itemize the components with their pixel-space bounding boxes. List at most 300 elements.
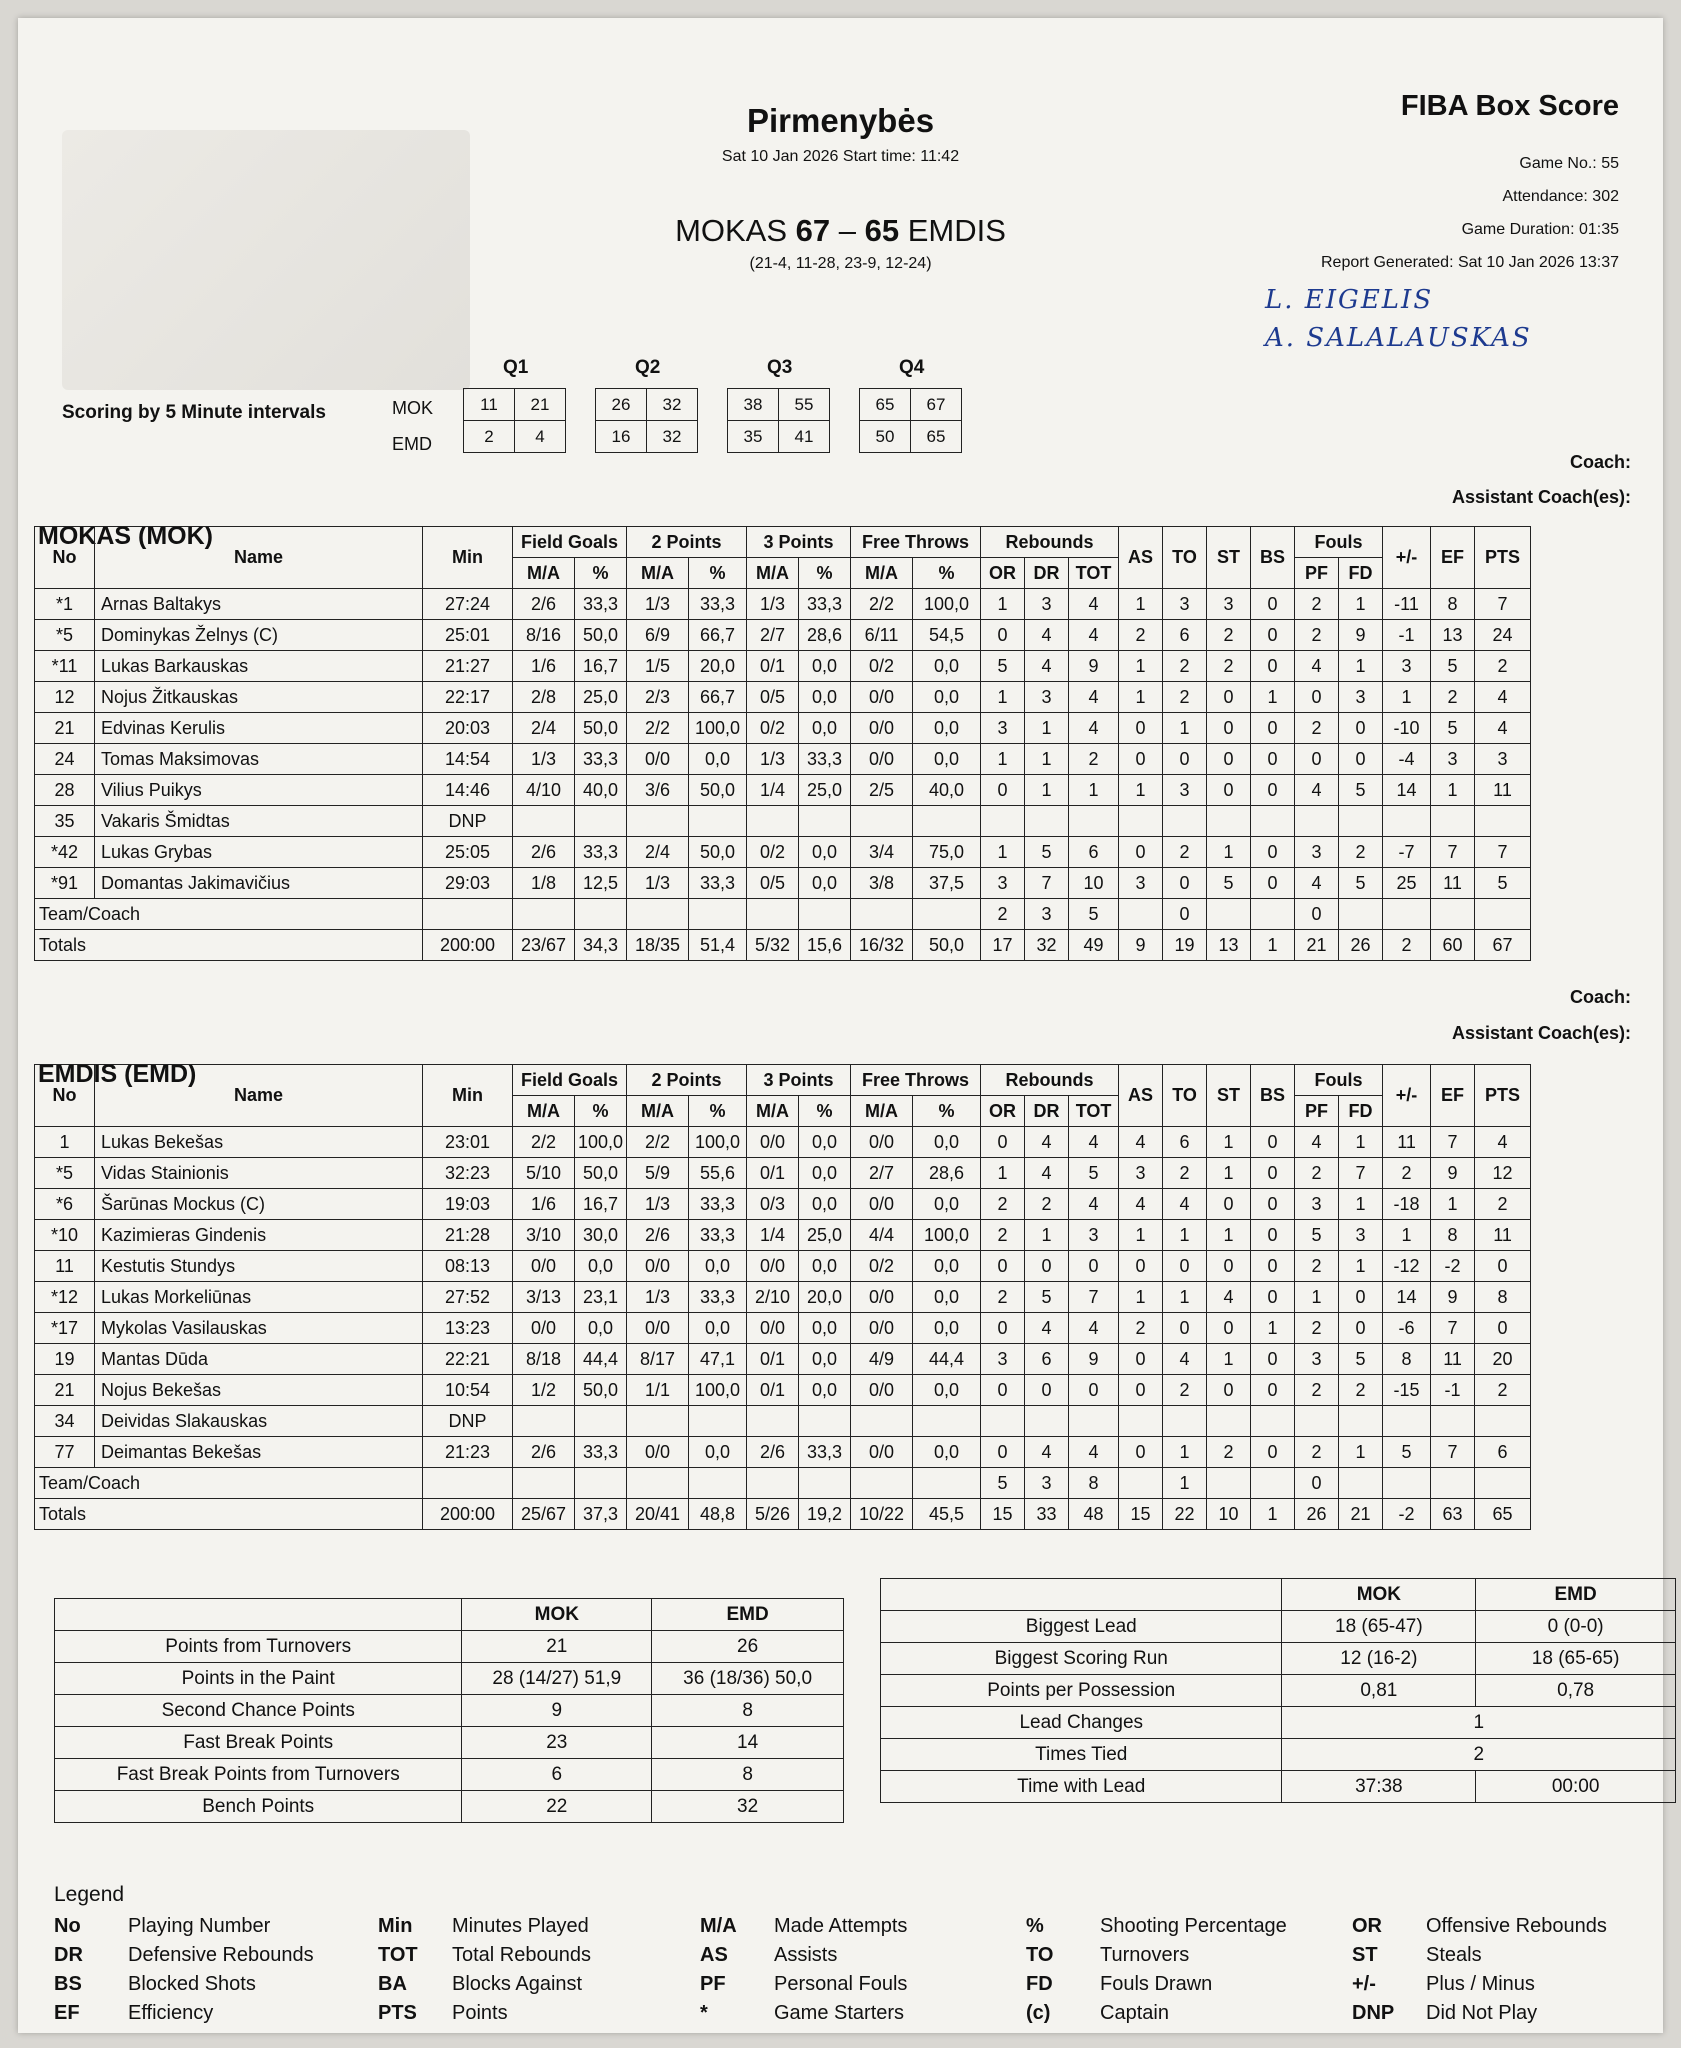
stat-cell: 3 — [1025, 589, 1069, 620]
stat-cell: -2 — [1431, 1251, 1475, 1282]
stat-cell: 33,3 — [799, 589, 851, 620]
stat-cell: 4 — [1475, 713, 1531, 744]
stat-cell: 11 — [1431, 868, 1475, 899]
stat-cell: 1 — [1025, 775, 1069, 806]
stat-cell: 1/3 — [627, 1282, 689, 1313]
stat-cell: 22:21 — [423, 1344, 513, 1375]
stat-cell: 14 — [1383, 1282, 1431, 1313]
stat-cell: Bench Points — [55, 1791, 462, 1823]
stat-cell: 10 — [1207, 1499, 1251, 1530]
stat-cell: Vilius Puikys — [95, 775, 423, 806]
stat-cell: 32:23 — [423, 1158, 513, 1189]
stat-cell: 27:24 — [423, 589, 513, 620]
stat-cell: 4 — [1207, 1282, 1251, 1313]
stat-cell: 14 — [652, 1727, 844, 1759]
stat-cell: Vidas Stainionis — [95, 1158, 423, 1189]
stat-cell: 4 — [1295, 1127, 1339, 1158]
stat-cell: 1 — [981, 744, 1025, 775]
stat-cell — [913, 1468, 981, 1499]
player-row — [35, 1313, 1531, 1344]
stat-cell: 1 — [1207, 1220, 1251, 1251]
stat-cell: Kazimieras Gindenis — [95, 1220, 423, 1251]
interval-cell: 32 — [647, 389, 698, 421]
stat-cell: 27:52 — [423, 1282, 513, 1313]
stat-cell: 1 — [1251, 1313, 1295, 1344]
stat-cell: DNP — [423, 806, 513, 837]
col-3p: 3 Points — [747, 527, 851, 558]
stat-cell: 0/1 — [747, 1344, 799, 1375]
stat-cell: 3 — [1475, 744, 1531, 775]
stat-cell: 0 — [1163, 899, 1207, 930]
stat-cell — [1475, 806, 1531, 837]
stat-cell: 1 — [1339, 651, 1383, 682]
stat-cell: 30,0 — [575, 1220, 627, 1251]
stat-cell: 12 — [1475, 1158, 1531, 1189]
stat-cell: 4 — [1069, 620, 1119, 651]
stat-cell: 22:17 — [423, 682, 513, 713]
stat-cell: Arnas Baltakys — [95, 589, 423, 620]
interval-block — [463, 388, 566, 453]
stat-cell: 12,5 — [575, 868, 627, 899]
stat-cell: 4 — [1025, 651, 1069, 682]
stat-cell: 5 — [1069, 1158, 1119, 1189]
stat-cell: 12 (16-2) — [1282, 1643, 1476, 1675]
player-row — [35, 1251, 1531, 1282]
stat-cell: 54,5 — [913, 620, 981, 651]
totals-row — [35, 930, 1531, 961]
stat-cell: 0,0 — [799, 651, 851, 682]
stat-cell: 0 — [1251, 1344, 1295, 1375]
stat-cell: 0/1 — [747, 1158, 799, 1189]
team-col-header: MOK — [1282, 1579, 1476, 1611]
stat-cell — [689, 1468, 747, 1499]
stat-cell — [981, 1406, 1025, 1437]
stat-cell: 4 — [1295, 651, 1339, 682]
stat-cell: 2 — [1119, 1313, 1163, 1344]
stat-cell: 2 — [1163, 651, 1207, 682]
stat-cell: 4 — [1069, 682, 1119, 713]
stat-cell: 0 — [1207, 1251, 1251, 1282]
stat-cell — [799, 806, 851, 837]
stat-cell: 0,0 — [913, 1251, 981, 1282]
stat-cell — [799, 1406, 851, 1437]
stat-cell: 1 — [1119, 775, 1163, 806]
stat-cell: 1 — [981, 837, 1025, 868]
player-row — [35, 620, 1531, 651]
col-fg: Field Goals — [513, 1065, 627, 1096]
stat-cell: 0 — [981, 1251, 1025, 1282]
stat-cell: 0 — [1025, 1375, 1069, 1406]
col-tot: TOT — [1069, 558, 1119, 589]
stat-cell: 0 — [1251, 1220, 1295, 1251]
stat-cell: 0/1 — [747, 1375, 799, 1406]
stat-cell: 25/67 — [513, 1499, 575, 1530]
stat-cell: 4 — [1475, 1127, 1531, 1158]
stat-cell: 0 — [981, 775, 1025, 806]
stat-cell: 0 — [1119, 1344, 1163, 1375]
col-pct: % — [913, 558, 981, 589]
stat-cell: 0 — [1339, 1282, 1383, 1313]
stat-cell: 0/0 — [851, 744, 913, 775]
stat-cell: 0,0 — [799, 713, 851, 744]
stat-cell: 2/6 — [747, 1437, 799, 1468]
stat-cell: 0,0 — [689, 1437, 747, 1468]
stat-cell — [575, 1468, 627, 1499]
stat-cell: 2/7 — [851, 1158, 913, 1189]
stat-cell: 33,3 — [689, 1282, 747, 1313]
stat-cell: 6/11 — [851, 620, 913, 651]
legend-title: Legend — [54, 1883, 125, 1906]
stat-cell: 0 — [1251, 837, 1295, 868]
interval-cell: 35 — [728, 421, 779, 453]
legend-abbr: DR — [54, 1944, 83, 1966]
stat-cell: 2 — [1295, 1158, 1339, 1189]
stat-cell: 2 — [1163, 1158, 1207, 1189]
stat-cell: 0/0 — [851, 1375, 913, 1406]
stat-cell: 0/3 — [747, 1189, 799, 1220]
stat-cell: 2/2 — [627, 1127, 689, 1158]
interval-block — [859, 388, 962, 453]
legend-desc: Plus / Minus — [1426, 1973, 1535, 1995]
home-assistant-label: Assistant Coach(es): — [1451, 487, 1631, 507]
stat-cell: 2 — [1295, 1437, 1339, 1468]
stat-cell: 18/35 — [627, 930, 689, 961]
stat-cell: 0 — [1119, 837, 1163, 868]
stat-cell: 0 — [981, 620, 1025, 651]
stat-cell: 1 — [1339, 1127, 1383, 1158]
stat-cell: -1 — [1383, 620, 1431, 651]
legend-desc: Minutes Played — [452, 1915, 589, 1937]
stat-cell: 33 — [1025, 1499, 1069, 1530]
col-ft: Free Throws — [851, 1065, 981, 1096]
stat-cell: 0,0 — [689, 1251, 747, 1282]
stat-cell: 5 — [1069, 899, 1119, 930]
stat-cell: 0,0 — [799, 1344, 851, 1375]
stat-cell: 0/2 — [851, 651, 913, 682]
quarter-scores: (21-4, 11-28, 23-9, 12-24) — [749, 255, 932, 272]
stat-cell: 33,3 — [575, 744, 627, 775]
totals-row — [35, 1499, 1531, 1530]
stat-cell: 0 — [1339, 1313, 1383, 1344]
stat-cell: 1 — [1339, 589, 1383, 620]
stat-cell: 14:54 — [423, 744, 513, 775]
stat-cell: 0/0 — [513, 1251, 575, 1282]
stat-cell — [1069, 1406, 1119, 1437]
stat-cell: 3 — [1069, 1220, 1119, 1251]
stat-cell — [1431, 899, 1475, 930]
col-name: Name — [95, 1065, 423, 1127]
stat-cell: 1 — [1163, 1220, 1207, 1251]
stat-cell: 2 — [1295, 1313, 1339, 1344]
stat-cell: 4 — [1025, 1437, 1069, 1468]
stat-row — [881, 1739, 1676, 1771]
stat-cell: 12 — [35, 682, 95, 713]
stat-cell: 5 — [1025, 837, 1069, 868]
stat-cell: 21 — [462, 1631, 652, 1663]
interval-cell: 4 — [515, 421, 566, 453]
legend-desc: Points — [452, 2002, 508, 2024]
competition-title: Pirmenybės — [746, 102, 935, 139]
stat-cell: 23,1 — [575, 1282, 627, 1313]
col-st: ST — [1207, 527, 1251, 589]
stat-cell: 33,3 — [689, 1189, 747, 1220]
player-row — [35, 1437, 1531, 1468]
stat-cell: -11 — [1383, 589, 1431, 620]
stat-cell: 25 — [1383, 868, 1431, 899]
stat-cell: 1 — [981, 589, 1025, 620]
stat-cell: DNP — [423, 1406, 513, 1437]
stat-cell: 23/67 — [513, 930, 575, 961]
stat-cell: Deimantas Bekešas — [95, 1437, 423, 1468]
player-row — [35, 775, 1531, 806]
stat-cell: -10 — [1383, 713, 1431, 744]
stat-cell: 5 — [1431, 651, 1475, 682]
stat-cell: 2/10 — [747, 1282, 799, 1313]
stat-cell: Mykolas Vasilauskas — [95, 1313, 423, 1344]
stat-cell: 1 — [1383, 682, 1431, 713]
stat-cell: 1/3 — [747, 744, 799, 775]
interval-block — [595, 388, 698, 453]
stat-cell: 5/32 — [747, 930, 799, 961]
stat-cell: Nojus Bekešas — [95, 1375, 423, 1406]
stat-cell: 45,5 — [913, 1499, 981, 1530]
stat-cell: 1/4 — [747, 775, 799, 806]
legend-desc: Offensive Rebounds — [1426, 1915, 1607, 1937]
stat-cell — [1431, 806, 1475, 837]
stat-cell — [627, 1406, 689, 1437]
stat-cell: 0 — [1119, 713, 1163, 744]
stat-cell: 1 — [1282, 1707, 1676, 1739]
col-fd: FD — [1339, 558, 1383, 589]
stat-cell: 0 — [1251, 1251, 1295, 1282]
legend-desc: Made Attempts — [774, 1915, 908, 1937]
legend-desc: Did Not Play — [1426, 2002, 1538, 2024]
stat-cell: 7 — [1431, 1313, 1475, 1344]
stat-cell: 0 — [1207, 1375, 1251, 1406]
stat-cell: 0 — [1025, 1251, 1069, 1282]
stat-cell — [1339, 806, 1383, 837]
stat-cell: 0 — [1163, 744, 1207, 775]
stat-cell: 0 — [1475, 1313, 1531, 1344]
stat-cell: 2/2 — [627, 713, 689, 744]
player-row — [35, 713, 1531, 744]
stat-cell: 2/6 — [513, 837, 575, 868]
stat-cell: 2/2 — [851, 589, 913, 620]
stat-cell: 3 — [1025, 899, 1069, 930]
legend-abbr: (c) — [1026, 2002, 1051, 2024]
col-min: Min — [423, 1065, 513, 1127]
final-score: MOKAS 67 – 65 EMDIS — [675, 213, 1006, 248]
stat-cell: 0,0 — [913, 744, 981, 775]
stat-cell: 1/8 — [513, 868, 575, 899]
stat-cell — [981, 806, 1025, 837]
stat-cell: *6 — [35, 1189, 95, 1220]
stat-cell: 44,4 — [575, 1344, 627, 1375]
stat-cell: 22 — [1163, 1499, 1207, 1530]
stat-cell: 65 — [1475, 1499, 1531, 1530]
stat-cell: 2 — [1431, 682, 1475, 713]
stat-cell: 3 — [1119, 1158, 1163, 1189]
stat-cell: 0,0 — [913, 1375, 981, 1406]
stat-cell: 4 — [1025, 1158, 1069, 1189]
interval-team-home: MOK — [392, 398, 434, 418]
stat-cell: 4 — [1295, 775, 1339, 806]
col-fg: Field Goals — [513, 527, 627, 558]
stat-cell: 0 — [981, 1313, 1025, 1344]
stat-cell: 1 — [1207, 1344, 1251, 1375]
stat-cell — [575, 1406, 627, 1437]
stat-cell: 2 — [1383, 930, 1431, 961]
stat-cell: 2/2 — [513, 1127, 575, 1158]
stat-cell: 24 — [35, 744, 95, 775]
stat-row — [55, 1663, 844, 1695]
stat-cell: 0,0 — [799, 868, 851, 899]
stat-cell: 34 — [35, 1406, 95, 1437]
interval-q-label: Q3 — [767, 357, 793, 378]
stat-cell: 7 — [1431, 837, 1475, 868]
team-coach-label: Team/Coach — [35, 899, 423, 930]
away-team-title: EMDIS (EMD) — [38, 1060, 197, 1088]
totals-label: Totals — [35, 930, 423, 961]
stat-cell: 0,0 — [913, 682, 981, 713]
stat-cell: 1 — [1025, 744, 1069, 775]
stat-cell: 4 — [1069, 713, 1119, 744]
col-pf: PF — [1295, 558, 1339, 589]
stat-cell: 26 — [652, 1631, 844, 1663]
stat-cell: 25:01 — [423, 620, 513, 651]
stat-cell: Edvinas Kerulis — [95, 713, 423, 744]
stat-cell: 3 — [1119, 868, 1163, 899]
stat-cell — [747, 806, 799, 837]
stat-cell: 0/0 — [851, 1189, 913, 1220]
stat-cell: 22 — [462, 1791, 652, 1823]
stat-cell: 0,0 — [913, 1282, 981, 1313]
stat-cell: 1 — [1025, 713, 1069, 744]
stat-cell: 55,6 — [689, 1158, 747, 1189]
stat-cell: 2/8 — [513, 682, 575, 713]
legend-desc: Captain — [1100, 2002, 1169, 2024]
stat-cell: 21 — [1339, 1499, 1383, 1530]
stat-cell — [1025, 1406, 1069, 1437]
stat-cell: 75,0 — [913, 837, 981, 868]
col-ma: M/A — [627, 558, 689, 589]
stat-cell: -7 — [1383, 837, 1431, 868]
stat-cell: 1/6 — [513, 1189, 575, 1220]
stat-cell: 0 — [1295, 1468, 1339, 1499]
stat-cell: 0 — [1339, 744, 1383, 775]
stat-cell: 0/0 — [851, 713, 913, 744]
stat-cell: 8 — [1383, 1344, 1431, 1375]
stat-cell: 25,0 — [799, 1220, 851, 1251]
stat-cell: 5 — [1339, 1344, 1383, 1375]
stat-cell: Vakaris Šmidtas — [95, 806, 423, 837]
stat-cell: 16/32 — [851, 930, 913, 961]
stat-cell: 28 (14/27) 51,9 — [462, 1663, 652, 1695]
legend-desc: Personal Fouls — [774, 1973, 908, 1995]
stat-cell: 0 — [1251, 1189, 1295, 1220]
stat-cell: 1/4 — [747, 1220, 799, 1251]
interval-cell: 16 — [596, 421, 647, 453]
stat-cell: 1 — [35, 1127, 95, 1158]
legend-desc: Blocks Against — [452, 1973, 583, 1995]
player-row — [35, 682, 1531, 713]
stat-cell: 10/22 — [851, 1499, 913, 1530]
stat-cell — [575, 806, 627, 837]
stat-cell — [799, 1468, 851, 1499]
stat-cell: 50,0 — [575, 1158, 627, 1189]
stat-cell: 2 — [1475, 1375, 1531, 1406]
stat-cell: 50,0 — [575, 1375, 627, 1406]
player-row — [35, 837, 1531, 868]
legend-abbr: Min — [378, 1915, 413, 1937]
stat-cell: 8/18 — [513, 1344, 575, 1375]
interval-cell: 21 — [515, 389, 566, 421]
col-pf: PF — [1295, 1096, 1339, 1127]
col-dr: DR — [1025, 558, 1069, 589]
player-row — [35, 868, 1531, 899]
stat-cell: 0,0 — [799, 1127, 851, 1158]
interval-cell: 26 — [596, 389, 647, 421]
stat-cell: 6 — [462, 1759, 652, 1791]
stat-cell: 1 — [1207, 1127, 1251, 1158]
stat-cell: 2/4 — [513, 713, 575, 744]
stat-cell: 21:28 — [423, 1220, 513, 1251]
stat-cell: 0 — [1207, 775, 1251, 806]
legend-desc: Assists — [774, 1944, 838, 1966]
stat-cell: 9 — [1069, 1344, 1119, 1375]
stat-cell: 2 — [1339, 837, 1383, 868]
stat-cell: 3 — [1163, 775, 1207, 806]
stat-cell: 3 — [1295, 837, 1339, 868]
stat-cell — [689, 806, 747, 837]
stat-cell: 26 — [1339, 930, 1383, 961]
col-pct: % — [799, 558, 851, 589]
stat-cell: Points per Possession — [881, 1675, 1282, 1707]
stat-cell: 100,0 — [689, 713, 747, 744]
stat-cell: 0 — [1251, 1158, 1295, 1189]
stat-cell: 0 — [981, 1375, 1025, 1406]
stat-cell: 1 — [1339, 1189, 1383, 1220]
doc-type: FIBA Box Score — [1400, 90, 1619, 122]
stat-cell: 0,0 — [913, 713, 981, 744]
stat-cell: 5 — [981, 1468, 1025, 1499]
col-pct: % — [575, 558, 627, 589]
stat-cell: 25,0 — [799, 775, 851, 806]
stat-cell: 5 — [1383, 1437, 1431, 1468]
interval-q-label: Q4 — [899, 357, 925, 378]
stat-cell: 0,0 — [799, 1251, 851, 1282]
stat-cell: *12 — [35, 1282, 95, 1313]
stat-cell: Second Chance Points — [55, 1695, 462, 1727]
stat-cell — [1339, 899, 1383, 930]
stat-cell: 3 — [981, 713, 1025, 744]
stat-cell: 25:05 — [423, 837, 513, 868]
stat-cell: 6 — [1163, 620, 1207, 651]
col-reb: Rebounds — [981, 1065, 1119, 1096]
stat-cell: 11 — [1383, 1127, 1431, 1158]
stat-cell: 21:27 — [423, 651, 513, 682]
stat-cell: 5 — [1475, 868, 1531, 899]
stat-cell: 8 — [1431, 1220, 1475, 1251]
stat-cell — [851, 1468, 913, 1499]
stat-cell: 0 — [1251, 651, 1295, 682]
stat-cell: 0/0 — [627, 1313, 689, 1344]
stat-cell: 3 — [1339, 682, 1383, 713]
stat-cell: 4 — [1069, 1437, 1119, 1468]
col-pts: PTS — [1475, 527, 1531, 589]
stat-cell: 3 — [981, 868, 1025, 899]
stat-cell: 67 — [1475, 930, 1531, 961]
